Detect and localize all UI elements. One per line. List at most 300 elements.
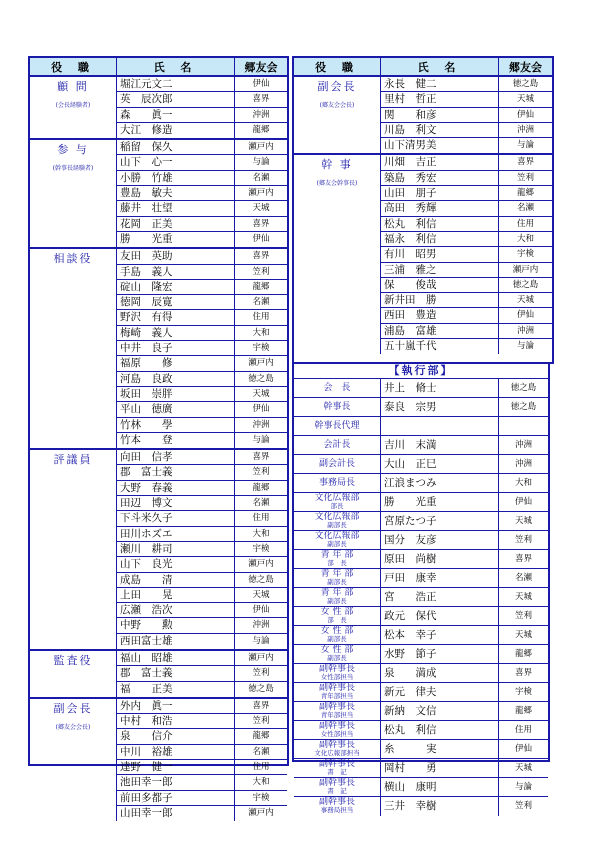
- member-row: [117, 140, 287, 155]
- member-rows: [117, 249, 287, 448]
- member-district: 沖洲: [516, 325, 534, 336]
- executive-role: [294, 778, 381, 796]
- member-district: 笠利: [252, 467, 270, 478]
- member-name: 平山 徳廣: [117, 402, 235, 416]
- executive-role-main: 会 長: [323, 383, 351, 393]
- executive-name: 横山 康明: [381, 778, 499, 796]
- executive-row: [294, 379, 548, 398]
- member-name: 大江 修造: [117, 123, 235, 138]
- member-name: 高田 秀輝: [381, 201, 499, 215]
- member-name: 中川 裕雄: [117, 745, 235, 759]
- member-district: 徳之島: [512, 79, 539, 89]
- member-name: 英 辰次郎: [117, 92, 235, 106]
- member-row: [117, 699, 287, 714]
- executive-role-main: 青 年 部: [320, 588, 354, 598]
- member-row: [117, 527, 287, 542]
- role-group: [30, 249, 287, 450]
- member-district: 笠利: [516, 172, 534, 183]
- member-district: 伊仙: [252, 79, 270, 89]
- executive-role: [294, 550, 381, 568]
- executive-row: [294, 512, 548, 531]
- member-row: [117, 651, 287, 666]
- member-district: 住用: [516, 218, 534, 229]
- member-district: 宇検: [252, 343, 270, 354]
- member-district: 龍郷: [516, 188, 534, 199]
- executive-role-sub: 女性部担当: [320, 673, 354, 681]
- executive-role: [294, 417, 381, 435]
- member-row: [117, 433, 287, 448]
- member-name: 堀江元文二: [117, 77, 235, 91]
- executive-name: 大山 正巳: [381, 455, 499, 473]
- executive-district: 龍郷: [514, 649, 532, 659]
- executive-role-main: 青 年 部: [320, 569, 354, 579]
- executive-role-main: 副幹事長: [318, 702, 355, 712]
- executive-district: 住用: [514, 725, 532, 735]
- executive-role-sub: 青年部担当: [320, 711, 354, 719]
- role-title: 参 与: [57, 143, 89, 157]
- member-district: 天城: [252, 203, 270, 214]
- role-subtitle: (幹事長経験者): [52, 165, 94, 173]
- member-name: 竹本 登: [117, 433, 235, 448]
- member-row: [117, 760, 287, 775]
- executive-name: 宮原たつ子: [381, 512, 499, 530]
- executive-row: [294, 683, 548, 702]
- member-row: [117, 280, 287, 295]
- member-name: 山下 良光: [117, 557, 235, 571]
- executive-role-sub: 書 記: [327, 787, 347, 795]
- group-role-cell: [30, 450, 117, 649]
- member-row: [117, 465, 287, 480]
- executive-role-main: 副幹事長: [318, 664, 355, 674]
- member-row: [117, 171, 287, 186]
- member-district: 龍郷: [252, 124, 270, 135]
- member-district: 大和: [252, 528, 270, 539]
- executive-row: [294, 645, 548, 664]
- member-district: 龍郷: [252, 281, 270, 292]
- executive-row: [294, 436, 548, 455]
- member-district: 伊仙: [252, 233, 270, 244]
- member-district: 名瀬: [252, 746, 270, 757]
- member-rows: [381, 77, 552, 153]
- member-name: 郡 富士義: [117, 666, 235, 680]
- executive-name: 吉川 末満: [381, 436, 499, 454]
- member-district: 宇検: [252, 543, 270, 554]
- member-district: 伊仙: [516, 310, 534, 321]
- member-district: 笠利: [252, 716, 270, 727]
- member-district: 龍郷: [252, 731, 270, 742]
- executive-role-main: 青 年 部: [320, 550, 354, 560]
- member-district: 与論: [516, 140, 534, 151]
- member-district: 瀬戸内: [248, 358, 274, 369]
- member-name: 藤井 壮望: [117, 201, 235, 215]
- role-group: [30, 699, 287, 821]
- executive-role-main: 副会計長: [318, 459, 355, 469]
- executive-district: 与論: [514, 782, 532, 792]
- member-district: 与論: [516, 341, 534, 352]
- member-district: 徳之島: [248, 574, 274, 585]
- executive-row: [294, 702, 548, 721]
- role-title: 顧 問: [57, 80, 89, 93]
- member-row: [117, 496, 287, 511]
- member-row: [117, 265, 287, 280]
- executive-role: [294, 569, 381, 587]
- member-district: 沖洲: [252, 419, 270, 430]
- member-name: 森 眞一: [117, 108, 235, 122]
- member-name: 中野 勲: [117, 618, 235, 632]
- header-role: 役 職: [30, 58, 117, 75]
- executive-name: 松丸 利信: [381, 721, 499, 739]
- header-district: 郷友会: [244, 60, 278, 74]
- table-header: [30, 58, 287, 77]
- member-district: 沖洲: [252, 620, 270, 631]
- executive-name: 戸田 康幸: [381, 569, 499, 587]
- member-name: 山下清男美: [381, 138, 499, 153]
- member-name: 竹林 學: [117, 418, 235, 432]
- executive-name: 糸 実: [381, 740, 499, 758]
- member-row: [381, 108, 552, 123]
- executive-district: 喜界: [514, 668, 532, 678]
- member-name: 新井田 勝: [381, 293, 499, 307]
- executive-row: [294, 550, 548, 569]
- member-district: 天城: [516, 94, 534, 105]
- executive-row: [294, 740, 548, 759]
- executive-district: 笠利: [514, 535, 532, 545]
- member-row: [381, 186, 552, 201]
- member-row: [117, 402, 287, 417]
- member-district: 大和: [516, 233, 534, 244]
- executive-role-sub: 書 記: [327, 768, 347, 776]
- executive-role: [294, 702, 381, 720]
- member-district: 住用: [252, 312, 270, 323]
- member-name: 福永 利信: [381, 232, 499, 246]
- member-name: 保 俊哉: [381, 278, 499, 292]
- executive-district: 天城: [514, 763, 532, 773]
- member-name: 田川ホズエ: [117, 527, 235, 541]
- member-row: [117, 557, 287, 572]
- executive-role-main: 女 性 部: [320, 626, 354, 636]
- member-row: [117, 108, 287, 123]
- member-row: [117, 77, 287, 92]
- member-row: [117, 618, 287, 633]
- member-district: 沖洲: [516, 124, 534, 135]
- member-row: [117, 372, 287, 387]
- executive-role: [294, 626, 381, 644]
- header-name: 氏 名: [117, 58, 235, 75]
- member-district: 伊仙: [516, 109, 534, 120]
- member-district: 喜界: [252, 452, 270, 463]
- executive-role-sub: 副部長: [327, 521, 347, 529]
- member-name: 山田幸一郎: [117, 806, 235, 821]
- executive-role: [294, 607, 381, 625]
- member-district: 与論: [252, 157, 270, 168]
- role-group: [294, 155, 552, 354]
- executive-row: [294, 417, 548, 436]
- member-district: 大和: [252, 777, 270, 788]
- member-district: 瀬戸内: [248, 807, 274, 818]
- executive-district: 大和: [514, 478, 532, 488]
- member-row: [117, 511, 287, 526]
- executive-role-sub: 青年部担当: [320, 692, 354, 700]
- executive-section: [292, 363, 550, 814]
- member-district: 瀬戸内: [248, 188, 274, 199]
- executive-title: 【執行部】: [294, 363, 548, 379]
- member-row: [117, 123, 287, 138]
- member-row: [117, 666, 287, 681]
- header-district: 郷友会: [509, 60, 542, 74]
- member-row: [117, 682, 287, 697]
- executive-role-main: 文化広報部: [314, 531, 360, 541]
- executive-role-main: 幹事長: [323, 402, 351, 412]
- group-role-cell: [294, 155, 381, 354]
- executive-role-sub: 部 長: [327, 559, 347, 567]
- member-name: 瀬川 耕司: [117, 542, 235, 556]
- executive-role-main: 女 性 部: [320, 607, 354, 617]
- member-row: [117, 356, 287, 371]
- executive-district: 天城: [514, 630, 532, 640]
- role-title: 監査役: [53, 653, 93, 667]
- member-name: 勝 光重: [117, 232, 235, 247]
- executive-name: 井上 脩士: [381, 379, 499, 397]
- member-row: [381, 232, 552, 247]
- member-name: 西田富士雄: [117, 634, 235, 649]
- member-district: 宇検: [516, 249, 534, 260]
- executive-row: [294, 721, 548, 740]
- executive-role-sub: 副部長: [327, 654, 347, 662]
- executive-district: [499, 417, 548, 435]
- member-row: [381, 217, 552, 232]
- member-name: 大野 春義: [117, 481, 235, 495]
- executive-role-main: 副幹事長: [318, 778, 355, 788]
- executive-district: 天城: [514, 592, 532, 602]
- member-district: 喜界: [516, 157, 534, 168]
- member-name: 山田 朋子: [381, 186, 499, 200]
- member-row: [381, 278, 552, 293]
- member-district: 徳之島: [248, 373, 274, 384]
- member-name: 坂田 崇胖: [117, 387, 235, 401]
- member-row: [117, 295, 287, 310]
- executive-role-sub: 女性部担当: [320, 730, 354, 738]
- executive-name: 水野 節子: [381, 645, 499, 663]
- member-name: 向田 信孝: [117, 450, 235, 464]
- role-group: [30, 450, 287, 651]
- role-title: 副会長: [53, 701, 93, 715]
- member-name: 小勝 竹雄: [117, 171, 235, 185]
- role-group: [30, 77, 287, 140]
- member-district: 瀬戸内: [512, 264, 539, 275]
- member-row: [117, 186, 287, 201]
- member-name: 西田 豊造: [381, 308, 499, 322]
- member-district: 龍郷: [252, 482, 270, 493]
- member-name: 徳岡 辰寛: [117, 295, 235, 309]
- executive-row: [294, 531, 548, 550]
- member-name: 福 正美: [117, 682, 235, 697]
- member-name: 花岡 正美: [117, 217, 235, 231]
- member-rows: [117, 140, 287, 247]
- member-name: 浦島 富雄: [381, 324, 499, 338]
- member-name: 山下 心一: [117, 155, 235, 169]
- member-district: 喜界: [252, 218, 270, 229]
- executive-role-sub: 副部長: [327, 540, 347, 548]
- member-name: 泉 信介: [117, 729, 235, 743]
- member-row: [381, 92, 552, 107]
- member-district: 瀬戸内: [248, 652, 274, 663]
- executive-role: [294, 721, 381, 739]
- member-district: 住用: [252, 762, 270, 773]
- member-name: 豊島 敏夫: [117, 186, 235, 200]
- member-name: 広瀬 浩次: [117, 603, 235, 617]
- executive-name: 原田 尚樹: [381, 550, 499, 568]
- role-title: 評議員: [53, 453, 93, 467]
- left-roster-table: [28, 56, 289, 819]
- member-row: [381, 263, 552, 278]
- member-row: [117, 588, 287, 603]
- member-district: 天城: [516, 295, 534, 306]
- member-name: 福山 昭雄: [117, 651, 235, 665]
- member-name: 上田 晃: [117, 588, 235, 602]
- member-row: [117, 450, 287, 465]
- executive-name: 新納 文信: [381, 702, 499, 720]
- executive-district: 宇検: [514, 687, 532, 697]
- member-name: 関 和彦: [381, 108, 499, 122]
- group-role-cell: [30, 77, 117, 138]
- member-rows: [117, 77, 287, 138]
- member-district: 与論: [252, 434, 270, 445]
- executive-role-sub: 部 長: [327, 616, 347, 624]
- member-district: 与論: [252, 635, 270, 646]
- executive-role: [294, 588, 381, 606]
- executive-role: [294, 740, 381, 758]
- executive-district: 伊仙: [514, 497, 532, 507]
- member-district: 沖洲: [252, 109, 270, 120]
- executive-role-main: 文化広報部: [314, 493, 360, 503]
- executive-name: 泉 満成: [381, 664, 499, 682]
- executive-role: [294, 398, 381, 416]
- group-role-cell: [30, 651, 117, 697]
- executive-role-main: 事務局長: [318, 478, 355, 488]
- member-district: 伊仙: [252, 605, 270, 616]
- executive-name: 三井 幸樹: [381, 797, 499, 816]
- member-row: [117, 745, 287, 760]
- executive-role: [294, 531, 381, 549]
- executive-name: 松本 幸子: [381, 626, 499, 644]
- executive-row: [294, 569, 548, 588]
- executive-name: 勝 光重: [381, 493, 499, 511]
- member-name: 里村 哲正: [381, 92, 499, 106]
- member-name: 中村 和浩: [117, 714, 235, 728]
- member-row: [117, 92, 287, 107]
- member-row: [117, 806, 287, 821]
- member-name: 野沢 有得: [117, 310, 235, 324]
- member-row: [117, 341, 287, 356]
- executive-district: 沖洲: [514, 459, 532, 469]
- member-row: [117, 775, 287, 790]
- member-row: [117, 201, 287, 216]
- member-row: [381, 155, 552, 170]
- executive-role-main: 副幹事長: [318, 759, 355, 769]
- role-title: 幹 事: [321, 158, 353, 172]
- executive-role-main: 副幹事長: [318, 740, 355, 750]
- role-subtitle: (郷友会会長): [319, 102, 355, 109]
- member-row: [117, 481, 287, 496]
- member-row: [381, 201, 552, 216]
- executive-role: [294, 493, 381, 511]
- member-name: 下斗米久子: [117, 511, 235, 525]
- executive-district: 伊仙: [514, 744, 532, 754]
- member-name: 郡 富士義: [117, 465, 235, 479]
- member-row: [381, 339, 552, 354]
- executive-row: [294, 398, 548, 417]
- member-name: 中井 良子: [117, 341, 235, 355]
- executive-role-sub: 事務局担当: [320, 806, 354, 814]
- member-district: 名瀬: [252, 297, 270, 308]
- executive-role-sub: 副部長: [327, 597, 347, 605]
- member-row: [381, 308, 552, 323]
- member-row: [117, 729, 287, 744]
- executive-row: [294, 664, 548, 683]
- member-name: 永長 健二: [381, 77, 499, 91]
- header-name: 氏 名: [381, 58, 499, 75]
- member-district: 徳之島: [512, 279, 539, 290]
- member-row: [381, 171, 552, 186]
- member-district: 喜界: [252, 700, 270, 711]
- member-name: 友田 英助: [117, 249, 235, 263]
- role-title: 副会長: [317, 80, 357, 93]
- member-district: 瀬戸内: [248, 559, 274, 570]
- member-name: 川畑 吉正: [381, 155, 499, 169]
- member-row: [117, 603, 287, 618]
- member-district: 喜界: [252, 94, 270, 105]
- member-row: [117, 714, 287, 729]
- member-name: 有川 昭男: [381, 247, 499, 261]
- executive-district: 徳之島: [510, 402, 537, 412]
- executive-name: 政元 保代: [381, 607, 499, 625]
- member-district: 伊仙: [252, 404, 270, 415]
- member-row: [117, 232, 287, 247]
- executive-name: 岡村 勇: [381, 759, 499, 777]
- executive-role: [294, 474, 381, 492]
- executive-name: 泰良 宗男: [381, 398, 499, 416]
- header-role: 役 職: [294, 58, 381, 75]
- member-district: 笠利: [252, 266, 270, 277]
- executive-role: [294, 664, 381, 682]
- executive-row: [294, 759, 548, 778]
- member-name: 池田幸一郎: [117, 775, 235, 789]
- group-role-cell: [294, 77, 381, 153]
- executive-district: 笠利: [514, 801, 532, 811]
- executive-role: [294, 797, 381, 816]
- group-role-cell: [30, 140, 117, 247]
- executive-role-main: 副幹事長: [318, 797, 355, 807]
- member-row: [117, 310, 287, 325]
- member-row: [117, 326, 287, 341]
- executive-row: [294, 607, 548, 626]
- member-rows: [117, 699, 287, 821]
- executive-role: [294, 759, 381, 777]
- member-name: 田辺 博文: [117, 496, 235, 510]
- member-row: [117, 634, 287, 649]
- executive-role: [294, 683, 381, 701]
- executive-role-sub: 文化広報部担当: [314, 749, 360, 757]
- executive-district: 徳之島: [510, 383, 537, 393]
- member-district: 名瀬: [252, 498, 270, 509]
- member-district: 瀬戸内: [248, 142, 274, 153]
- member-district: 大和: [252, 327, 270, 338]
- member-row: [117, 387, 287, 402]
- member-district: 天城: [252, 589, 270, 600]
- member-row: [381, 138, 552, 153]
- member-name: 河島 良政: [117, 372, 235, 386]
- executive-role-sub: 副部長: [327, 635, 347, 643]
